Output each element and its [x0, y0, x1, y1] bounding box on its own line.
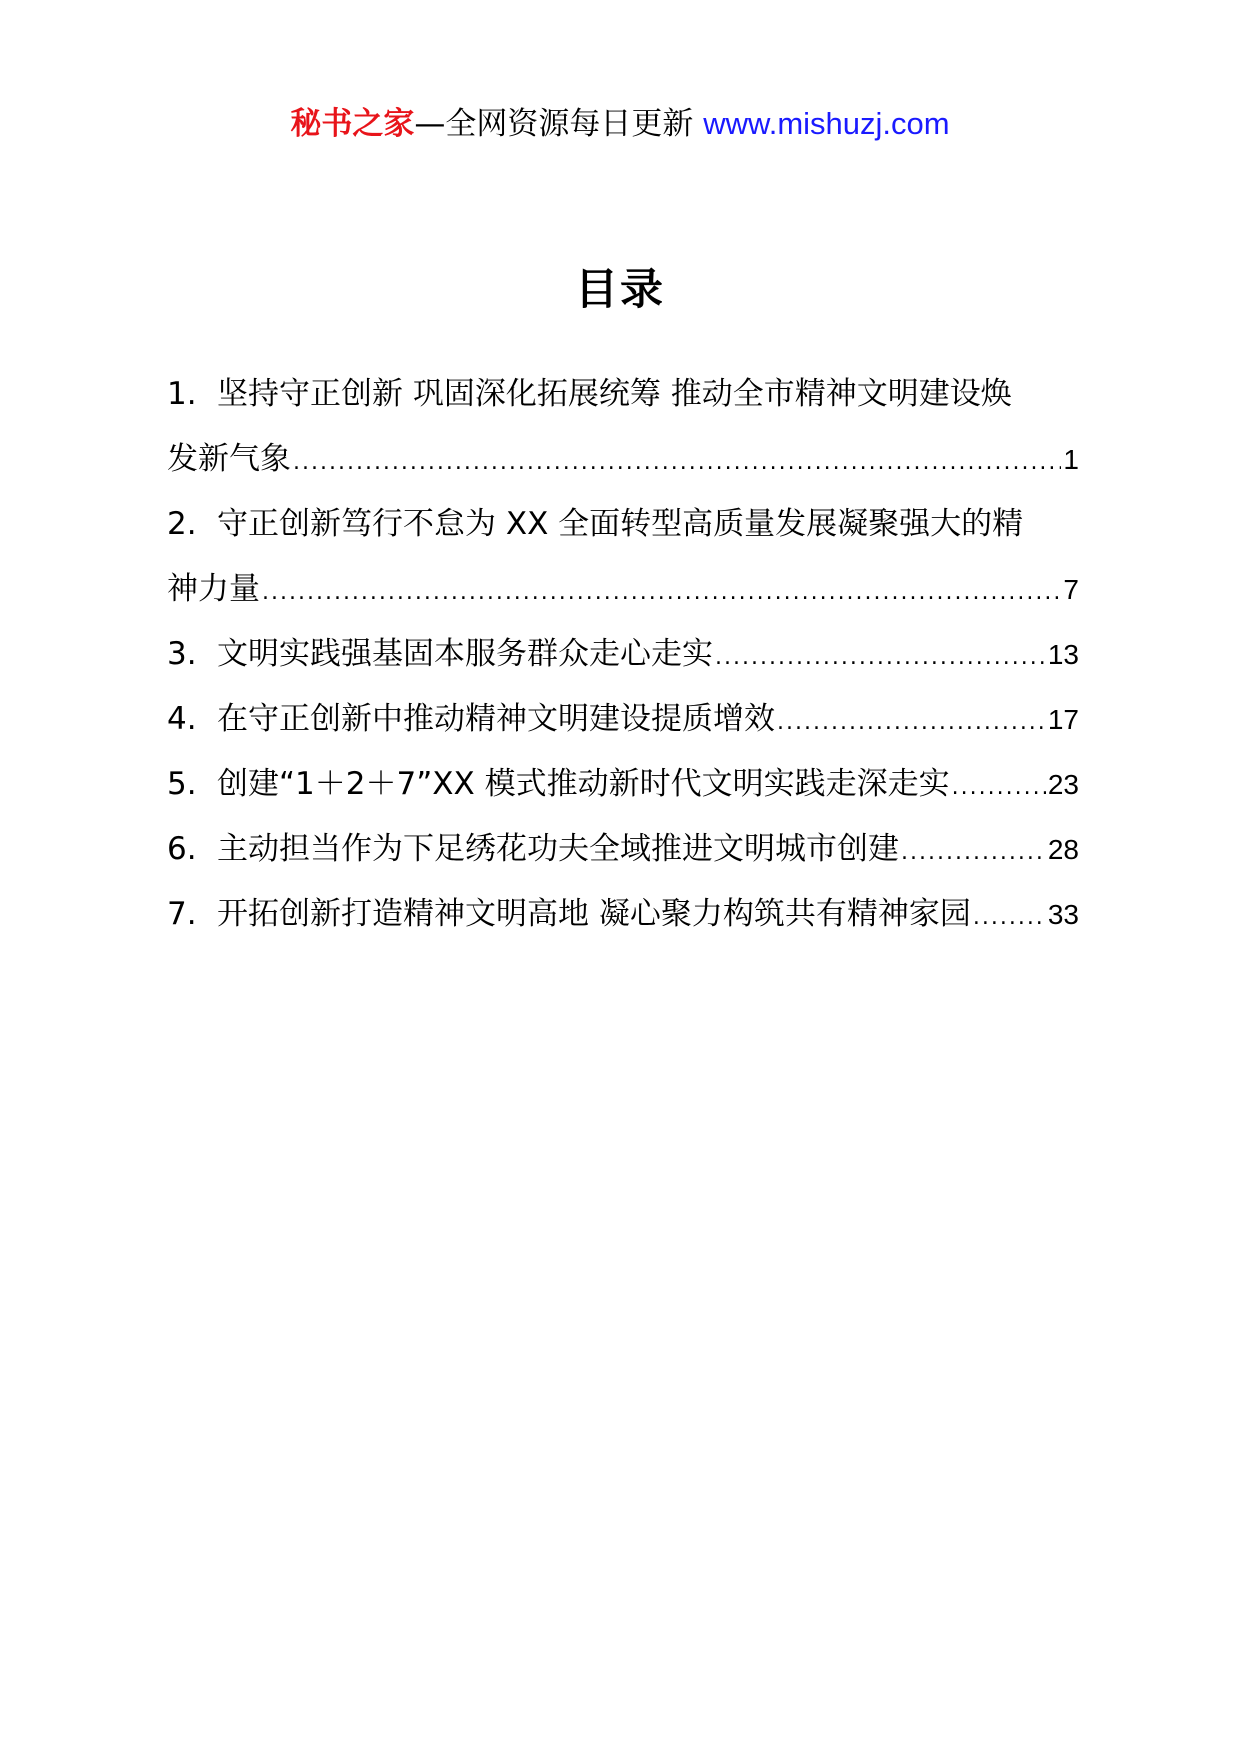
- toc-entry-5[interactable]: [167, 752, 1079, 817]
- toc-entry-page: 17: [1047, 704, 1079, 735]
- toc-entry-number: 5.: [167, 766, 197, 802]
- toc-entry-page: 23: [1047, 769, 1079, 800]
- toc-entry-number: 2.: [167, 506, 197, 542]
- toc-entry-page: 1: [1063, 444, 1079, 475]
- toc-entry-number: 6.: [167, 831, 197, 867]
- dot-leader: [777, 690, 1046, 755]
- toc-entry-number: 4.: [167, 701, 197, 737]
- toc-entry-title: 在守正创新中推动精神文明建设提质增效: [217, 701, 775, 737]
- toc-entry-1[interactable]: [167, 362, 1079, 492]
- toc-entry-line: [167, 817, 1079, 882]
- toc-entry-line: [167, 622, 1079, 687]
- toc-entry-title: 文明实践强基固本服务群众走心走实: [217, 636, 713, 672]
- toc-entry-line: [167, 687, 1079, 752]
- dot-leader: [262, 560, 1061, 625]
- dot-leader: [293, 430, 1061, 495]
- dot-leader: [952, 755, 1046, 820]
- header-tagline: —全网资源每日更新: [414, 106, 704, 142]
- toc-entry-line: [167, 362, 1079, 427]
- dot-leader: [973, 885, 1046, 950]
- toc-title: 目录: [575, 265, 665, 315]
- toc-entry-page: 13: [1047, 639, 1079, 670]
- table-of-contents: [167, 362, 1079, 947]
- toc-entry-title-continued: 神力量: [167, 571, 260, 607]
- toc-entry-3[interactable]: [167, 622, 1079, 687]
- toc-entry-page: 7: [1063, 574, 1079, 605]
- toc-entry-line: [167, 752, 1079, 817]
- toc-entry-number: 3.: [167, 636, 197, 672]
- toc-entry-4[interactable]: [167, 687, 1079, 752]
- site-header: [0, 100, 1240, 148]
- brand-name: 秘书之家: [290, 106, 415, 142]
- toc-entry-page: 33: [1047, 899, 1079, 930]
- toc-entry-line: [167, 557, 1079, 622]
- toc-entry-title-continued: 发新气象: [167, 441, 291, 477]
- toc-entry-line: [167, 492, 1079, 557]
- toc-entry-number: 1.: [167, 376, 197, 412]
- toc-entry-title: 守正创新笃行不怠为 XX 全面转型高质量发展凝聚强大的精: [217, 506, 1024, 542]
- dot-leader: [901, 820, 1046, 885]
- toc-entry-2[interactable]: [167, 492, 1079, 622]
- toc-entry-page: 28: [1047, 834, 1079, 865]
- toc-entry-number: 7.: [167, 896, 197, 932]
- toc-entry-title: 创建“1＋2＋7”XX 模式推动新时代文明实践走深走实: [217, 766, 950, 802]
- toc-entry-7[interactable]: [167, 882, 1079, 947]
- dot-leader: [715, 625, 1046, 690]
- toc-entry-title: 开拓创新打造精神文明高地 凝心聚力构筑共有精神家园: [217, 896, 971, 932]
- toc-entry-6[interactable]: [167, 817, 1079, 882]
- toc-entry-title: 坚持守正创新 巩固深化拓展统筹 推动全市精神文明建设焕: [217, 376, 1012, 412]
- toc-entry-line: [167, 427, 1079, 492]
- site-url-link[interactable]: www.mishuzj.com: [703, 106, 950, 141]
- toc-entry-title: 主动担当作为下足绣花功夫全域推进文明城市创建: [217, 831, 899, 867]
- toc-entry-line: [167, 882, 1079, 947]
